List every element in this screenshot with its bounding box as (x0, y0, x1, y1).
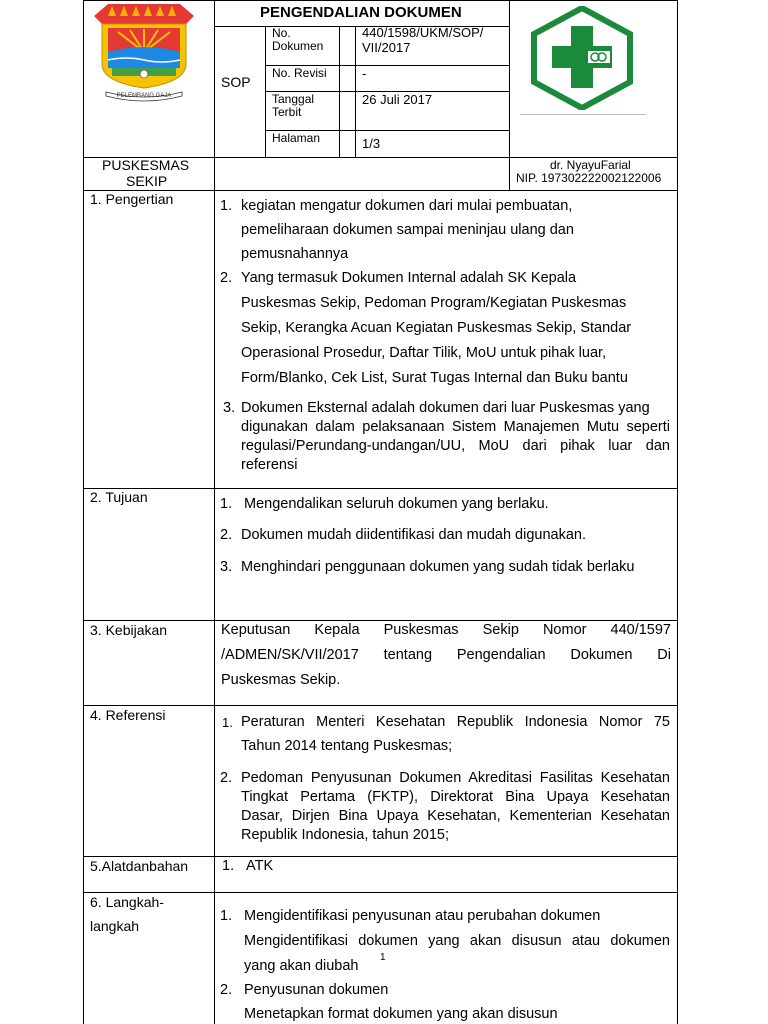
signer-name: dr. NyayuFarial (550, 158, 631, 172)
list-item-line: Menghindari penggunaan dokumen yang sudah tidak berlaku (241, 559, 635, 575)
list-item-line: yang akan diubah (244, 958, 359, 974)
header-logo-divider (509, 0, 510, 157)
list-item-line: kegiatan mengatur dokumen dari mulai pembuatan, (241, 198, 573, 214)
list-number: 2. (220, 982, 233, 998)
org-name-line1: PUSKESMAS (102, 157, 190, 173)
list-number: 2. (220, 270, 233, 286)
section-line-2 (83, 620, 678, 621)
logo-underline (520, 114, 646, 115)
list-item-line: Menetapkan format dokumen yang akan disusun (244, 1006, 558, 1022)
section-label-langkah-2: langkah (90, 918, 140, 934)
outer-right-border (677, 0, 678, 1024)
section-label-alat: 5.Alatdanbahan (90, 858, 189, 874)
section-line-1 (83, 488, 678, 489)
signer-divider (509, 157, 510, 190)
outer-left-border (83, 0, 84, 1024)
field-label-no-dokumen-2: Dokumen (272, 39, 324, 53)
field-value-no-dokumen-2: VII/2017 (362, 40, 411, 55)
list-item-line: Tahun 2014 tentang Puskesmas; (241, 738, 453, 754)
list-number: 3. (220, 559, 233, 575)
list-item-line: pemeliharaan dokumen sampai meninjau ulang dan (241, 222, 574, 238)
list-number: 1. (220, 496, 233, 512)
section-label-tujuan: 2. Tujuan (90, 489, 148, 505)
section-line-4 (83, 856, 678, 857)
list-item-line: Mengidentifikasi penyusunan atau perubahan dokumen (244, 908, 601, 924)
list-item-line: Dasar, Dirjen Bina Upaya Kesehatan, Kementerian Kesehatan (241, 808, 670, 824)
list-item-line: Operasional Prosedur, Daftar Tilik, MoU untuk pihak luar, (241, 345, 607, 361)
list-item-line: Penyusunan dokumen (244, 982, 389, 998)
paragraph-line: Puskesmas Sekip. (221, 672, 341, 688)
org-name-line2: SEKIP (126, 173, 168, 189)
list-item-line: Mengendalikan seluruh dokumen yang berlaku. (244, 496, 549, 512)
footnote-marker: 1 (380, 952, 386, 963)
list-item-line: Sekip, Kerangka Acuan Kegiatan Puskesmas Sekip, Standar (241, 320, 632, 336)
list-number: 1. (222, 858, 235, 874)
section-label-kebijakan: 3. Kebijakan (90, 622, 168, 638)
list-item-line: Form/Blanko, Cek List, Surat Tugas Internal dan Buku bantu (241, 370, 628, 386)
palembang-city-emblem-icon (88, 2, 200, 102)
signer-nip: NIP. 197302222002122006 (516, 171, 662, 185)
field-label-no-dokumen-1: No. (272, 26, 291, 40)
list-item-line: Mengidentifikasi dokumen yang akan disusun atau dokumen (244, 933, 670, 949)
list-item-line: Peraturan Menteri Kesehatan Republik Indonesia Nomor 75 (241, 714, 670, 730)
list-number: 2. (220, 770, 233, 786)
list-number: 2. (220, 527, 233, 543)
list-number: 1. (220, 908, 233, 924)
list-item-line: pemusnahannya (241, 246, 349, 262)
field-value-no-revisi: - (362, 66, 367, 81)
list-item-line: Tingkat Pertama (FKTP), Direktorat Bina Upaya Kesehatan (241, 789, 670, 805)
list-item-line: ATK (246, 858, 274, 874)
section-line-3 (83, 705, 678, 706)
section-label-referensi: 4. Referensi (90, 707, 166, 723)
list-item-line: referensi (241, 457, 298, 473)
list-item-line: Dokumen Eksternal adalah dokumen dari luar Puskesmas yang (241, 400, 650, 416)
list-number: 1. (220, 198, 233, 214)
top-border (83, 0, 678, 1)
document-title: PENGENDALIAN DOKUMEN (260, 4, 462, 21)
section-line-5 (83, 892, 678, 893)
list-number: 1. (222, 715, 233, 730)
field-label-tanggal-2: Terbit (272, 105, 302, 119)
list-item-line: Yang termasuk Dokumen Internal adalah SK Kepala (241, 270, 577, 286)
section-label-langkah-1: 6. Langkah- (90, 894, 164, 910)
puskesmas-logo-icon (526, 6, 638, 110)
field-label-halaman: Halaman (272, 131, 321, 145)
field-label-no-revisi: No. Revisi (272, 66, 327, 80)
field-value-halaman: 1/3 (362, 136, 381, 151)
list-item-line: Dokumen mudah diidentifikasi dan mudah digunakan. (241, 527, 586, 543)
list-item-line: digunakan dalam pelaksanaan Sistem Manajemen Mutu seperti (241, 419, 670, 435)
field-value-no-dokumen-1: 440/1598/UKM/SOP/ (362, 25, 484, 40)
section-label-pengertian: 1. Pengertian (90, 191, 174, 207)
svg-text:PELEMBANG GAJA: PELEMBANG GAJA (116, 93, 172, 99)
paragraph-line: Keputusan Kepala Puskesmas Sekip Nomor 440/1597 (221, 622, 671, 638)
field-label-tanggal-1: Tanggal (272, 92, 315, 106)
sop-label: SOP (221, 74, 251, 90)
list-item-line: regulasi/Perundang-undangan/UU, MoU dari pihak luar dan (241, 438, 670, 454)
label-column-divider (214, 0, 215, 1024)
field-value-tanggal: 26 Juli 2017 (362, 92, 433, 107)
paragraph-line: /ADMEN/SK/VII/2017 tentang Pengendalian Dokumen Di (221, 647, 671, 663)
list-item-line: Puskesmas Sekip, Pedoman Program/Kegiatan Puskesmas (241, 295, 627, 311)
list-item-line: Republik Indonesia, tahun 2015; (241, 827, 449, 843)
list-number: 3. (223, 400, 236, 416)
list-item-line: Pedoman Penyusunan Dokumen Akreditasi Fasilitas Kesehatan (241, 770, 670, 786)
